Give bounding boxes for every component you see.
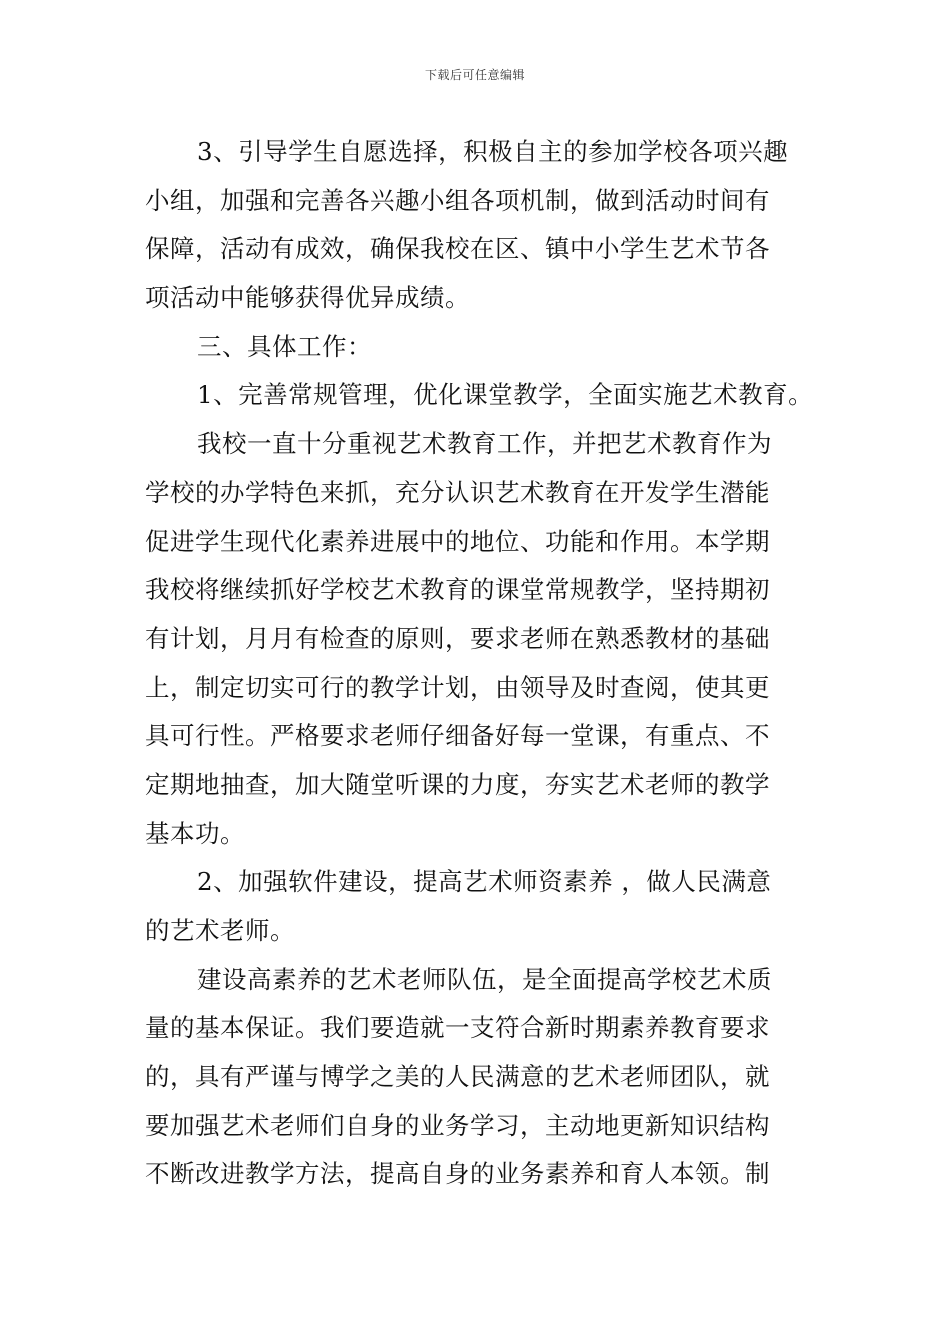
text-line: 定期地抽查，加大随堂听课的力度，夯实艺术老师的教学 <box>145 769 770 799</box>
text-line: 3、引导学生自愿选择，积极自主的参加学校各项兴趣 <box>197 137 789 166</box>
text-line: 建设高素养的艺术老师队伍，是全面提高学校艺术质 <box>197 964 772 994</box>
text-line: 小组，加强和完善各兴趣小组各项机制，做到活动时间有 <box>145 185 770 215</box>
page-header: 下载后可任意编辑 <box>424 68 525 82</box>
section-heading: 三、具体工作： <box>197 331 372 361</box>
text-line: 项活动中能够获得优异成绩。 <box>145 283 470 313</box>
text-line: 我校将继续抓好学校艺术教育的课堂常规教学，坚持期初 <box>145 575 770 605</box>
text-line: 学校的办学特色来抓，充分认识艺术教育在开发学生潜能 <box>145 477 770 507</box>
subsection-heading: 1、完善常规管理，优化课堂教学，全面实施艺术教育。 <box>197 380 814 410</box>
text-line: 具可行性。严格要求老师仔细备好每一堂课，有重点、不 <box>145 721 770 751</box>
text-line: 基本功。 <box>145 818 245 848</box>
text-line: 的，具有严谨与博学之美的人民满意的艺术老师团队，就 <box>145 1062 770 1092</box>
text-line: 有计划，月月有检查的原则，要求老师在熟悉教材的基础 <box>145 623 770 653</box>
text-line: 量的基本保证。我们要造就一支符合新时期素养教育要求 <box>145 1013 770 1043</box>
subsection-heading: 2、加强软件建设，提高艺术师资素养 ，做人民满意 <box>197 867 772 897</box>
text-line: 我校一直十分重视艺术教育工作，并把艺术教育作为 <box>197 429 772 459</box>
text-line: 不断改进教学方法，提高自身的业务素养和育人本领。制 <box>145 1159 770 1189</box>
text-line: 要加强艺术老师们自身的业务学习，主动地更新知识结构 <box>145 1110 770 1140</box>
text-line: 的艺术老师。 <box>145 916 295 945</box>
text-line: 促进学生现代化素养进展中的地位、功能和作用。本学期 <box>145 526 770 556</box>
document-body <box>145 128 814 1199</box>
text-line: 上，制定切实可行的教学计划，由领导及时查阅，使其更 <box>145 672 770 702</box>
text-line: 保障，活动有成效，确保我校在区、镇中小学生艺术节各 <box>145 234 770 264</box>
